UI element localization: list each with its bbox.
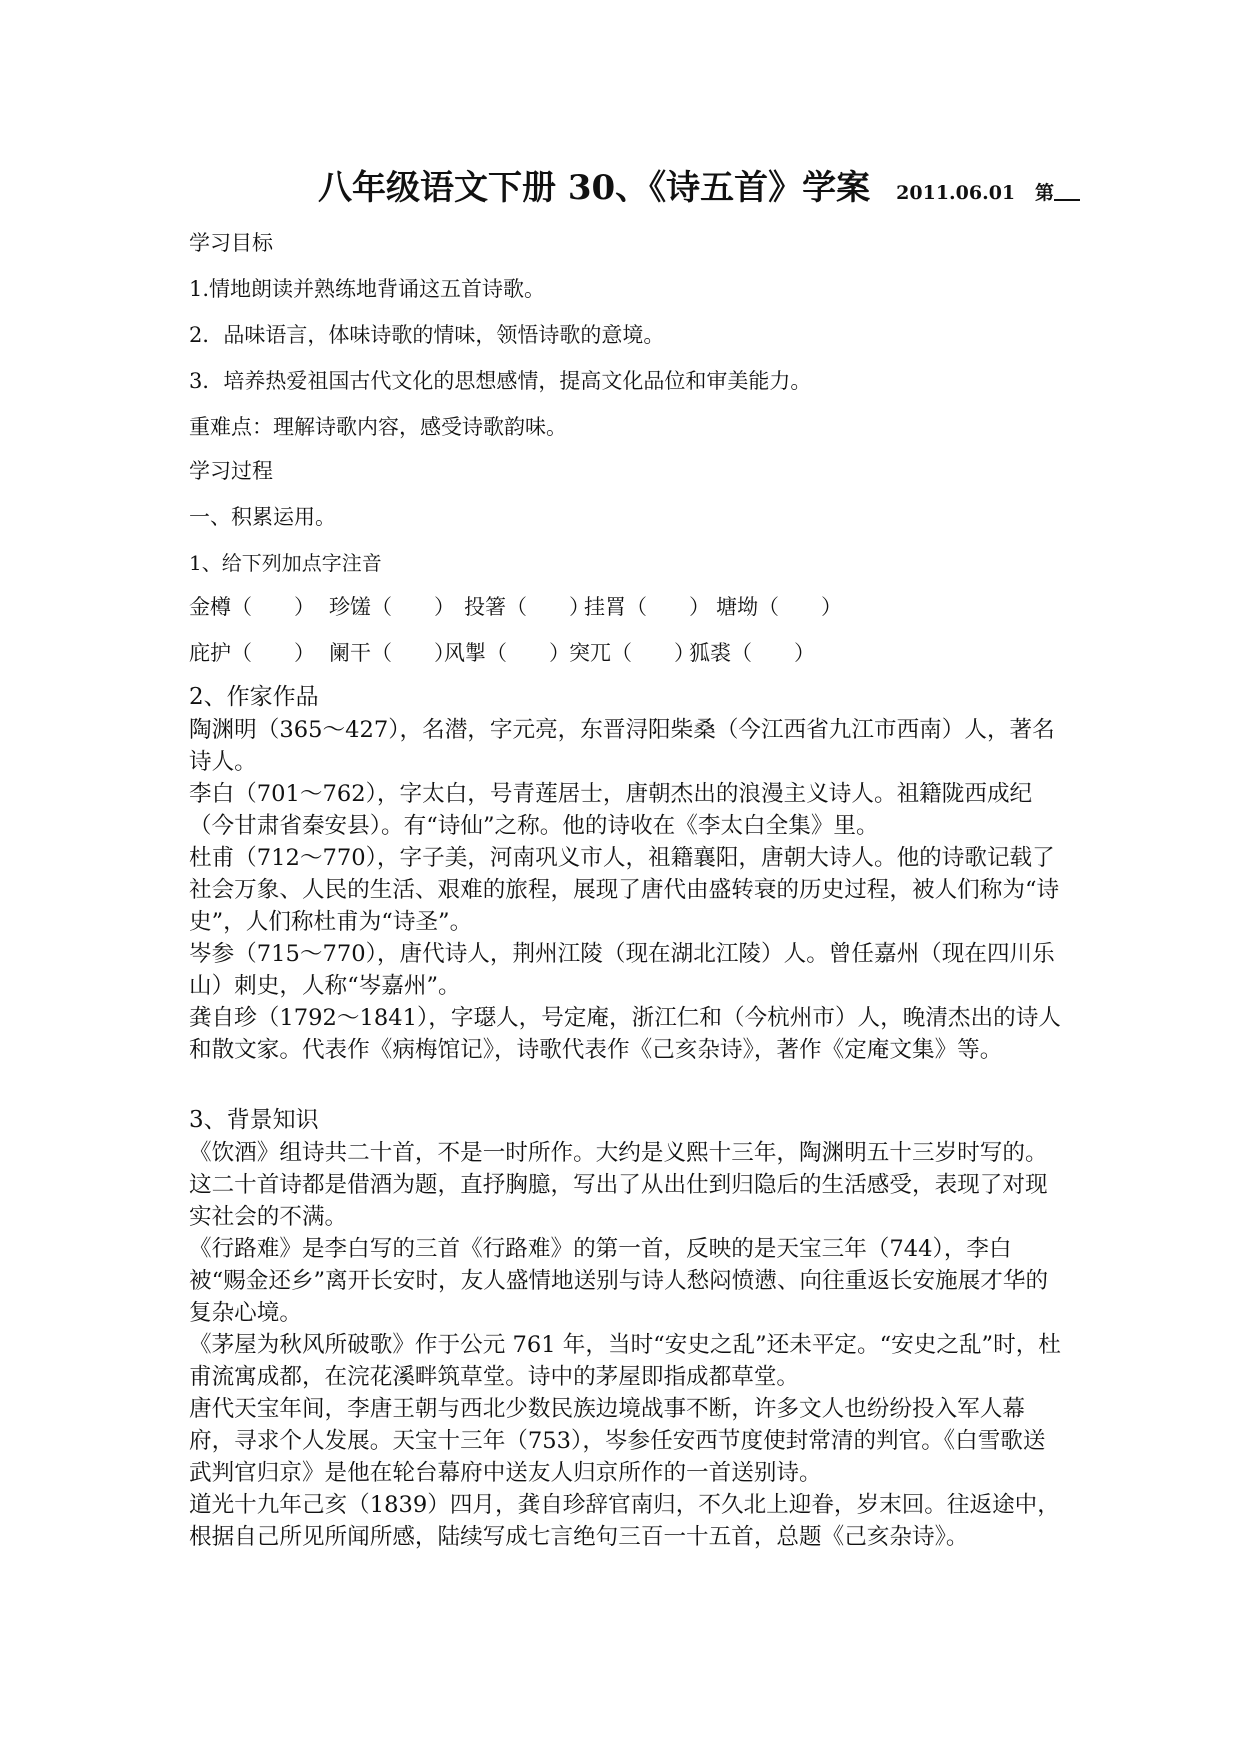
authors-heading: 2、作家作品 bbox=[189, 684, 319, 710]
goal-item-2: 2．品味语言，体味诗歌的情味，领悟诗歌的意境。 bbox=[189, 323, 665, 347]
author-cen-shen: 岑参（715～770），唐代诗人，荆州江陵（现在湖北江陵）人。曾任嘉州（现在四川乐山）刺史，人称“岑嘉州”。 bbox=[189, 941, 1055, 999]
week-blank bbox=[1054, 197, 1080, 201]
section-accumulation: 一、积累运用。 bbox=[189, 505, 336, 529]
process-heading: 学习过程 bbox=[189, 459, 273, 483]
background-maowu: 《茅屋为秋风所破歌》作于公元 761 年，当时“安史之乱”还未平定。“安史之乱”时，杜甫流寓成都，在浣花溪畔筑草堂。诗中的茅屋即指成都草堂。 bbox=[189, 1332, 1061, 1390]
page-title bbox=[318, 160, 1078, 214]
vocab-item: 狐裘（ ） bbox=[689, 641, 815, 665]
vocab-item: 挂罥（ ） bbox=[584, 595, 710, 619]
vocab-item: 投箸（ ） bbox=[464, 595, 590, 619]
vocab-item: 珍馐（ ） bbox=[329, 595, 455, 619]
vocab-item: 金樽（ ） bbox=[189, 595, 315, 619]
background-baixuege: 唐代天宝年间，李唐王朝与西北少数民族边境战事不断，许多文人也纷纷投入军人幕府，寻求个人发展。天宝十三年（753），岑参任安西节度使封常清的判官。《白雪歌送武判官归京》是他在轮台幕府中送友人归京所作的一首送别诗。 bbox=[189, 1396, 1046, 1486]
title-main: 八年级语文下册 30、《诗五首》学案 bbox=[318, 168, 871, 208]
background-section bbox=[189, 1137, 1064, 1553]
background-jihai: 道光十九年己亥（1839）四月，龚自珍辞官南归，不久北上迎眷，岁末回。往返途中，根据自己所见所闻所感，陆续写成七言绝句三百一十五首，总题《己亥杂诗》。 bbox=[189, 1492, 1060, 1550]
author-du-fu: 杜甫（712～770），字子美，河南巩义市人，祖籍襄阳，唐朝大诗人。他的诗歌记载了社会万象、人民的生活、艰难的旅程，展现了唐代由盛转衰的历史过程，被人们称为“诗史”，人们称杜甫为“诗圣”。 bbox=[189, 845, 1060, 935]
background-xinglunan: 《行路难》是李白写的三首《行路难》的第一首，反映的是天宝三年（744），李白被“赐金还乡”离开长安时，友人盛情地送别与诗人愁闷愤懑、向往重返长安施展才华的复杂心境。 bbox=[189, 1236, 1049, 1326]
vocab-item: 突兀（ ） bbox=[569, 641, 695, 665]
background-heading: 3、背景知识 bbox=[189, 1107, 319, 1133]
title-date: 2011.06.01 bbox=[896, 182, 1016, 204]
vocab-item: 庇护（ ） bbox=[189, 641, 315, 665]
vocab-item: 阑干（ ） bbox=[329, 641, 455, 665]
background-yinjiu: 《饮酒》组诗共二十首，不是一时所作。大约是义熙十三年，陶渊明五十三岁时写的。这二十首诗都是借酒为题，直抒胸臆，写出了从出仕到归隐后的生活感受，表现了对现实社会的不满。 bbox=[189, 1140, 1048, 1230]
vocab-row-1 bbox=[189, 592, 842, 622]
title-week: 第 bbox=[1035, 182, 1055, 204]
key-points: 重难点：理解诗歌内容，感受诗歌韵味。 bbox=[189, 415, 567, 439]
vocab-item: 塘坳（ ） bbox=[716, 595, 842, 619]
author-gong-zizhen: 龚自珍（1792～1841），字璱人，号定庵，浙江仁和（今杭州市）人，晚清杰出的诗人和散文家。代表作《病梅馆记》，诗歌代表作《己亥杂诗》，著作《定庵文集》等。 bbox=[189, 1005, 1061, 1063]
author-tao-yuanming: 陶渊明（365～427），名潜，字元亮，东晋浔阳柴桑（今江西省九江市西南）人，著名诗人。 bbox=[189, 717, 1055, 775]
goals-heading: 学习目标 bbox=[189, 231, 273, 255]
goal-item-3: 3．培养热爱祖国古代文化的思想感情，提高文化品位和审美能力。 bbox=[189, 369, 812, 393]
subsection-phonetic: 1、给下列加点字注音 bbox=[189, 551, 382, 575]
vocab-item: 风掣（ ） bbox=[444, 641, 570, 665]
goal-item-1: 1.情地朗读并熟练地背诵这五首诗歌。 bbox=[189, 277, 546, 301]
vocab-row-2 bbox=[189, 638, 815, 668]
authors-section bbox=[189, 714, 1064, 1066]
author-li-bai: 李白（701～762），字太白，号青莲居士，唐朝杰出的浪漫主义诗人。祖籍陇西成纪（今甘肃省秦安县）。有“诗仙”之称。他的诗收在《李太白全集》里。 bbox=[189, 781, 1033, 839]
